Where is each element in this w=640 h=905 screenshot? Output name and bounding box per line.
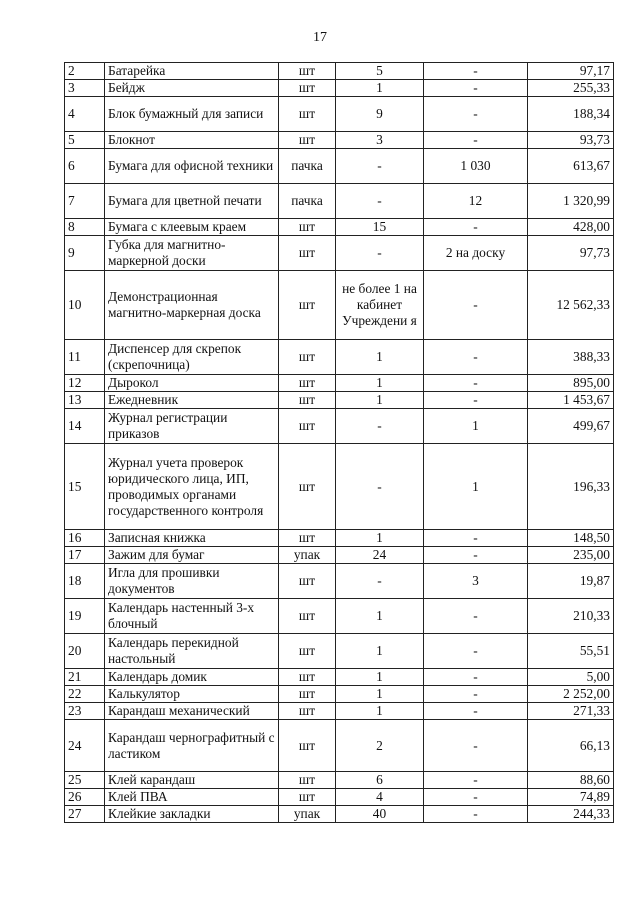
item-name: Зажим для бумаг <box>105 547 279 564</box>
unit-cell: шт <box>279 409 336 444</box>
unit-cell: шт <box>279 772 336 789</box>
norm-cell: - <box>424 806 528 823</box>
table-row <box>65 132 614 149</box>
quantity-cell: - <box>336 444 424 530</box>
price-cell: 271,33 <box>528 703 614 720</box>
unit-cell: упак <box>279 806 336 823</box>
norm-cell: - <box>424 132 528 149</box>
table-row <box>65 599 614 634</box>
quantity-cell: - <box>336 409 424 444</box>
quantity-cell: - <box>336 564 424 599</box>
unit-cell: шт <box>279 219 336 236</box>
quantity-cell: 2 <box>336 720 424 772</box>
price-cell: 97,17 <box>528 63 614 80</box>
row-number: 10 <box>65 271 105 340</box>
norm-cell: - <box>424 789 528 806</box>
quantity-cell: 9 <box>336 97 424 132</box>
item-name: Записная книжка <box>105 530 279 547</box>
row-number: 16 <box>65 530 105 547</box>
quantity-cell: не более 1 на кабинет Учреждени я <box>336 271 424 340</box>
quantity-cell: 1 <box>336 703 424 720</box>
price-cell: 244,33 <box>528 806 614 823</box>
row-number: 22 <box>65 686 105 703</box>
table-row <box>65 271 614 340</box>
price-cell: 895,00 <box>528 375 614 392</box>
quantity-cell: 4 <box>336 789 424 806</box>
unit-cell: шт <box>279 634 336 669</box>
table-row <box>65 392 614 409</box>
price-cell: 235,00 <box>528 547 614 564</box>
unit-cell: шт <box>279 564 336 599</box>
unit-cell: шт <box>279 444 336 530</box>
row-number: 21 <box>65 669 105 686</box>
item-name: Календарь домик <box>105 669 279 686</box>
unit-cell: шт <box>279 97 336 132</box>
unit-cell: шт <box>279 375 336 392</box>
row-number: 13 <box>65 392 105 409</box>
item-name: Календарь перекидной настольный <box>105 634 279 669</box>
table-row <box>65 80 614 97</box>
norm-cell: - <box>424 547 528 564</box>
table-row <box>65 409 614 444</box>
unit-cell: шт <box>279 392 336 409</box>
unit-cell: шт <box>279 132 336 149</box>
quantity-cell: - <box>336 236 424 271</box>
quantity-cell: 1 <box>336 599 424 634</box>
norm-cell: - <box>424 599 528 634</box>
norm-cell: - <box>424 375 528 392</box>
row-number: 8 <box>65 219 105 236</box>
norm-cell: 2 на доску <box>424 236 528 271</box>
table-row <box>65 219 614 236</box>
price-cell: 97,73 <box>528 236 614 271</box>
price-cell: 2 252,00 <box>528 686 614 703</box>
norm-cell: 1 <box>424 409 528 444</box>
quantity-cell: 3 <box>336 132 424 149</box>
table-row <box>65 547 614 564</box>
norm-cell: - <box>424 669 528 686</box>
table-row <box>65 184 614 219</box>
table-row <box>65 236 614 271</box>
price-cell: 66,13 <box>528 720 614 772</box>
table-row <box>65 444 614 530</box>
quantity-cell: 1 <box>336 634 424 669</box>
norm-cell: 12 <box>424 184 528 219</box>
price-cell: 388,33 <box>528 340 614 375</box>
norm-cell: - <box>424 80 528 97</box>
item-name: Блокнот <box>105 132 279 149</box>
row-number: 24 <box>65 720 105 772</box>
price-cell: 499,67 <box>528 409 614 444</box>
norm-cell: 1 030 <box>424 149 528 184</box>
quantity-cell: 15 <box>336 219 424 236</box>
price-cell: 188,34 <box>528 97 614 132</box>
row-number: 5 <box>65 132 105 149</box>
table-body <box>65 63 614 823</box>
table-row <box>65 564 614 599</box>
table-row <box>65 806 614 823</box>
row-number: 3 <box>65 80 105 97</box>
norm-cell: - <box>424 63 528 80</box>
norm-cell: - <box>424 219 528 236</box>
price-cell: 12 562,33 <box>528 271 614 340</box>
unit-cell: шт <box>279 599 336 634</box>
price-cell: 613,67 <box>528 149 614 184</box>
price-cell: 93,73 <box>528 132 614 149</box>
unit-cell: упак <box>279 547 336 564</box>
table-row <box>65 634 614 669</box>
table-row <box>65 149 614 184</box>
item-name: Бумага для цветной печати <box>105 184 279 219</box>
item-name: Карандаш чернографитный с ластиком <box>105 720 279 772</box>
item-name: Демонстрационная магнитно-маркерная доска <box>105 271 279 340</box>
item-name: Журнал регистрации приказов <box>105 409 279 444</box>
norm-cell: - <box>424 720 528 772</box>
item-name: Календарь настенный 3-х блочный <box>105 599 279 634</box>
row-number: 14 <box>65 409 105 444</box>
quantity-cell: 1 <box>336 669 424 686</box>
unit-cell: пачка <box>279 184 336 219</box>
unit-cell: шт <box>279 530 336 547</box>
item-name: Карандаш механический <box>105 703 279 720</box>
quantity-cell: 1 <box>336 375 424 392</box>
item-name: Калькулятор <box>105 686 279 703</box>
quantity-cell: 1 <box>336 530 424 547</box>
unit-cell: шт <box>279 789 336 806</box>
norm-cell: 1 <box>424 444 528 530</box>
unit-cell: шт <box>279 340 336 375</box>
norm-cell: - <box>424 634 528 669</box>
row-number: 19 <box>65 599 105 634</box>
unit-cell: шт <box>279 703 336 720</box>
unit-cell: шт <box>279 271 336 340</box>
quantity-cell: 1 <box>336 686 424 703</box>
quantity-cell: 40 <box>336 806 424 823</box>
page-number: 17 <box>313 30 327 45</box>
item-name: Клей ПВА <box>105 789 279 806</box>
table-row <box>65 340 614 375</box>
item-name: Диспенсер для скрепок (скрепочница) <box>105 340 279 375</box>
quantity-cell: 1 <box>336 340 424 375</box>
unit-cell: шт <box>279 236 336 271</box>
quantity-cell: - <box>336 184 424 219</box>
item-name: Бейдж <box>105 80 279 97</box>
row-number: 26 <box>65 789 105 806</box>
unit-cell: шт <box>279 63 336 80</box>
price-cell: 428,00 <box>528 219 614 236</box>
row-number: 12 <box>65 375 105 392</box>
price-cell: 1 453,67 <box>528 392 614 409</box>
item-name: Дырокол <box>105 375 279 392</box>
table-row <box>65 703 614 720</box>
item-name: Губка для магнитно-маркерной доски <box>105 236 279 271</box>
row-number: 20 <box>65 634 105 669</box>
supplies-table <box>64 62 614 823</box>
norm-cell: - <box>424 392 528 409</box>
row-number: 4 <box>65 97 105 132</box>
price-cell: 88,60 <box>528 772 614 789</box>
norm-cell: - <box>424 530 528 547</box>
price-cell: 55,51 <box>528 634 614 669</box>
quantity-cell: 24 <box>336 547 424 564</box>
norm-cell: - <box>424 772 528 789</box>
price-cell: 5,00 <box>528 669 614 686</box>
norm-cell: - <box>424 271 528 340</box>
quantity-cell: 5 <box>336 63 424 80</box>
price-cell: 210,33 <box>528 599 614 634</box>
price-cell: 148,50 <box>528 530 614 547</box>
row-number: 23 <box>65 703 105 720</box>
unit-cell: шт <box>279 720 336 772</box>
price-cell: 1 320,99 <box>528 184 614 219</box>
row-number: 11 <box>65 340 105 375</box>
row-number: 27 <box>65 806 105 823</box>
item-name: Клейкие закладки <box>105 806 279 823</box>
quantity-cell: - <box>336 149 424 184</box>
price-cell: 74,89 <box>528 789 614 806</box>
unit-cell: шт <box>279 80 336 97</box>
row-number: 15 <box>65 444 105 530</box>
row-number: 6 <box>65 149 105 184</box>
norm-cell: - <box>424 97 528 132</box>
row-number: 17 <box>65 547 105 564</box>
item-name: Бумага для офисной техники <box>105 149 279 184</box>
unit-cell: пачка <box>279 149 336 184</box>
table-row <box>65 375 614 392</box>
row-number: 9 <box>65 236 105 271</box>
norm-cell: 3 <box>424 564 528 599</box>
norm-cell: - <box>424 703 528 720</box>
price-cell: 255,33 <box>528 80 614 97</box>
unit-cell: шт <box>279 686 336 703</box>
row-number: 25 <box>65 772 105 789</box>
norm-cell: - <box>424 340 528 375</box>
table-row <box>65 63 614 80</box>
table-row <box>65 789 614 806</box>
table-row <box>65 720 614 772</box>
table-row <box>65 97 614 132</box>
row-number: 7 <box>65 184 105 219</box>
row-number: 18 <box>65 564 105 599</box>
quantity-cell: 1 <box>336 80 424 97</box>
item-name: Игла для прошивки документов <box>105 564 279 599</box>
table-row <box>65 530 614 547</box>
item-name: Ежедневник <box>105 392 279 409</box>
table-row <box>65 669 614 686</box>
item-name: Батарейка <box>105 63 279 80</box>
item-name: Блок бумажный для записи <box>105 97 279 132</box>
item-name: Журнал учета проверок юридического лица, ИП, проводимых органами государственного контроля <box>105 444 279 530</box>
table-row <box>65 686 614 703</box>
item-name: Клей карандаш <box>105 772 279 789</box>
quantity-cell: 6 <box>336 772 424 789</box>
quantity-cell: 1 <box>336 392 424 409</box>
table-row <box>65 772 614 789</box>
price-cell: 19,87 <box>528 564 614 599</box>
item-name: Бумага с клеевым краем <box>105 219 279 236</box>
unit-cell: шт <box>279 669 336 686</box>
norm-cell: - <box>424 686 528 703</box>
row-number: 2 <box>65 63 105 80</box>
price-cell: 196,33 <box>528 444 614 530</box>
